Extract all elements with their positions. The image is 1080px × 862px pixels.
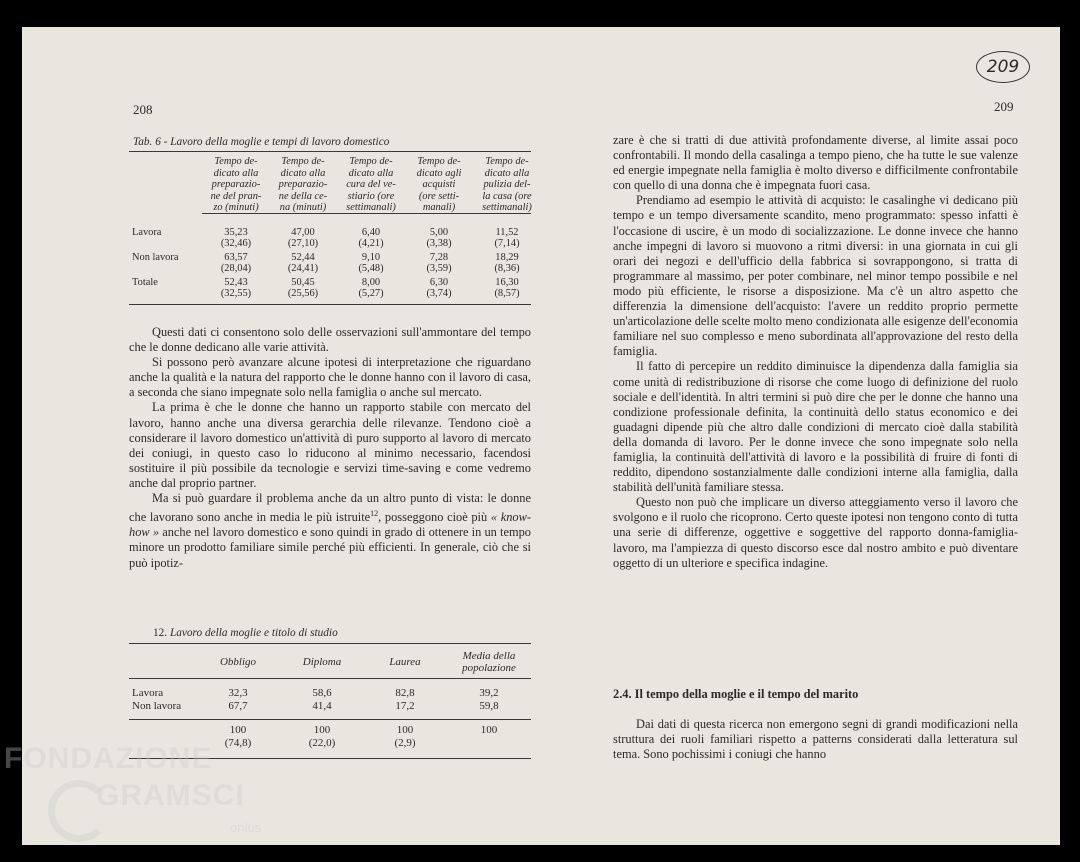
archive-stamp: 209 [976,51,1030,83]
paragraph: Ma si può guardare il problema anche da un altro punto di vista: le donne che lavorano sono anche in media le più istruite$^{12}$, posseggono cioè più « know-how » anche nel lavoro domestico e sono quindi in grado di ottenere in un tempo minore un prodotto familiare simile perché più efficienti. In generale, ciò che si può ipotiz- [129,491,531,570]
table6-row-label: Totale [132,277,158,288]
paragraph: Questo non può che implicare un diverso atteggiamento verso il lavoro che svolgono e il ruolo che ricoprono. Certo queste ipotesi non tengono conto di tutta una serie di differenze, oggettive e soggettive del rapporto donna-famiglia-lavoro, ma l'ampiezza di questo discorso esce dal nostro ambito e può diventare oggetto di un ulteriore e specifica indagine. [613,495,1018,570]
table6-cell: 50,45 [291,277,315,288]
header-line: dicato alla [213,167,259,179]
header-line: Tempo de- [417,156,461,167]
footnote-table-cell: 41,4 [312,700,332,712]
header-line: Tempo de- [485,156,529,167]
header-line: ne del pran- [210,190,262,202]
footnote-table-cell: 59,8 [479,700,499,712]
footnote-table-cell: 82,8 [395,687,415,699]
scanned-page [22,27,1060,845]
table6-cell-sd: (28,04) [220,263,252,274]
table6-cell-sd: (7,14) [494,238,520,249]
watermark-fondazione: FONDAZIONE [4,742,213,775]
table6-caption: Tab. 6 - Lavoro della moglie e tempi di lavoro domestico [133,136,390,148]
header-line: Tempo de- [281,156,325,167]
header-line: cura del ve- [346,179,396,191]
section-heading: 2.4. Il tempo della moglie e il tempo del marito [613,687,859,701]
footnote-table-column-header: Media della popolazione [462,650,516,674]
footnote-table-total: 100 [480,724,498,736]
paragraph: Il fatto di percepire un reddito diminuisce la dipendenza dalla famiglia sia come unità di redistribuzione di risorse che come luogo di definizione del ruolo sociale e dell'identità. In altri termini si può dire che per le donne che hanno una condizione professionale definita, la continuità dello status economico e dei guadagni dipende più che altro dalle condizioni di mercato cioè dalla stabilità della domanda di lavoro. Per le donne invece che sono impegnate solo nella famiglia, la continuità dell'attività di lavoro e la possibilità di fruire di fonti di reddito, dipendono sostanzialmente dalle condizioni interne alla famiglia, dalla stabilità dell'unità familiare stessa. [613,359,1018,495]
header-line: preparazio- [278,179,328,191]
table6-cell: 11,52 [495,227,519,238]
footnote-table-mid-rule [129,719,531,720]
table6-cell: 6,40 [361,227,381,238]
table6-cell: 52,43 [224,277,248,288]
header-line: la casa (ore [482,190,532,202]
table6-cell-sd: (5,48) [358,263,384,274]
table6-cell-sd: (3,74) [426,288,452,299]
table6-column-header [269,156,337,214]
header-line: Tempo de- [349,156,393,167]
table6-cell: 7,28 [429,252,449,263]
table6-row-label: Non lavora [132,252,179,263]
table6-cell: 52,44 [291,252,315,263]
footnote-reference: 12 [370,509,379,519]
footnote-table-column-header: Laurea [389,656,421,668]
final-paragraph-block [613,717,1018,762]
watermark-onlus: onlus [230,820,262,835]
footnote-table-top-rule [129,643,531,644]
footnote-table-row-label: Lavora [132,687,164,699]
table6-cell: 47,00 [291,227,315,238]
footnote-table-cell: 17,2 [395,700,415,712]
table6-cell: 16,30 [495,277,519,288]
footnote-table-count: (2,9) [394,737,416,749]
header-line: dicato agli [416,167,462,179]
table6-column-header [202,156,270,214]
header-line: na (minuti) [279,202,327,214]
right-body-text [613,133,1018,571]
left-page-number: 208 [133,102,153,117]
paragraph: Prendiamo ad esempio le attività di acquisto: le casalinghe vi dedicano più tempo e un tempo diversamente scandito, meno programmato: spesso infatti è l'occasione di uscire, è un modo di socializzazione. Le donne invece che hanno anche impegni di lavoro si muovono a ritmi diversi: in una giornata in cui gli orari dei negozi e dell'ufficio della fabbrica si sovrappongono, si tratta di programmare al massimo, per poter combinare, nel minor tempo possibile e nel modo più efficiente, le risorse a disposizione. Ma c'è un altro aspetto che differenzia la dimensione dell'acquisto: l'avere un reddito proprio permette un'articolazione delle scelte molto meno condizionata alle esigenze dell'economia familiare nel suo complesso e meno subordinata all'approvazione del resto della famiglia. [613,193,1018,359]
right-page-number: 209 [994,99,1014,114]
footnote-table-total: 100 [396,724,414,736]
table6-bottom-rule [129,304,531,305]
table6-column-header [405,156,473,214]
footnote-table-total: 100 [313,724,331,736]
table6-cell-sd: (8,36) [494,263,520,274]
header-line: pulizia del- [483,179,531,191]
table6-cell-sd: (3,38) [426,238,452,249]
watermark-logo-icon [48,780,110,842]
table6-cell-sd: (32,55) [220,288,252,299]
table6-cell: 5,00 [429,227,449,238]
table6-cell: 9,10 [361,252,381,263]
table6-cell-sd: (4,21) [358,238,384,249]
footnote-table-column-header: Diploma [302,656,342,668]
table6-cell-sd: (27,10) [287,238,319,249]
footnote-table-count: (74,8) [224,737,252,749]
footnote-table-cell: 67,7 [228,700,248,712]
table6-column-header [337,156,405,214]
header-line: acquisti [422,179,456,191]
footnote-table-header-rule [129,678,531,679]
table6-top-rule [129,151,531,152]
table6-cell: 35,23 [224,227,248,238]
table6-cell: 6,30 [429,277,449,288]
header-line: settimanali) [346,202,396,214]
footnote-table-row-label: Non lavora [132,700,182,712]
header-line: preparazio- [211,179,261,191]
paragraph: La prima è che le donne che hanno un rapporto stabile con mercato del lavoro, hanno anche una diversa gerarchia delle rilevanze. Tendono cioè a considerare il lavoro domestico un'attività di puro supporto al lavoro di mercato dei coniugi, in questo caso lo riducono al minimo necessario, facendosi sostituire il più possibile da tecnologie e servizi time-saving e come vedremo anche dal proprio partner. [129,400,531,490]
table6-row-label: Lavora [132,227,162,238]
table6-cell-sd: (8,57) [494,288,520,299]
paragraph: Dai dati di questa ricerca non emergono segni di grandi modificazioni nella struttura dei ruoli familiari rispetto a patterns considerati dalla letteratura sul tema. Sono pochissimi i coniugi che hanno [613,717,1018,762]
footnote-table-cell: 39,2 [479,687,499,699]
table6-header-rule [202,213,531,214]
header-line: manali) [422,202,456,214]
table6-cell-sd: (25,56) [287,288,319,299]
table6-cell-sd: (3,59) [426,263,452,274]
header-line: settimanali) [482,202,532,214]
table6-column-header [473,156,541,214]
header-line: dicato alla [280,167,326,179]
paragraph: Questi dati ci consentono solo delle osservazioni sull'ammontare del tempo che le donne dedicano alle varie attività. [129,325,531,355]
table6-cell: 8,00 [361,277,381,288]
footnote-table-caption: 12. Lavoro della moglie e titolo di studio [153,627,338,639]
table6-cell-sd: (32,46) [220,238,252,249]
header-line: stiario (ore [347,190,395,202]
footnote-table-cell: 32,3 [228,687,248,699]
watermark-gramsci: GRAMSCI [96,779,245,812]
table6-cell-sd: (24,41) [287,263,319,274]
header-line: Tempo de- [214,156,258,167]
header-line: (ore setti- [418,190,460,202]
footnote-table-total: 100 [229,724,247,736]
left-body-text [129,325,531,571]
paragraph: zare è che si tratti di due attività profondamente diverse, al limite assai poco confrontabili. Il mondo della casalinga a tempo pieno, che ha tutte le sue valenze ed energie impegnate nella famiglia è molto diverso e difficilmente confrontabile con quello di una donna che è impegnata fuori casa. [613,133,1018,193]
header-line: ne della ce- [278,190,328,202]
footnote-table-count: (22,0) [308,737,336,749]
table6-cell: 18,29 [495,252,519,263]
footnote-table-column-header: Obbligo [219,656,257,668]
header-line: dicato alla [484,167,530,179]
footnote-table-cell: 58,6 [312,687,332,699]
table6-cell-sd: (5,27) [358,288,384,299]
header-line: zo (minuti) [213,202,259,214]
paragraph: Si possono però avanzare alcune ipotesi di interpretazione che riguardano anche la qualità e la natura del rapporto che le donne hanno con il lavoro di casa, a seconda che siano impegnate solo nella famiglia o anche sul mercato. [129,355,531,400]
table6-cell: 63,57 [224,252,248,263]
header-line: dicato alla [348,167,394,179]
